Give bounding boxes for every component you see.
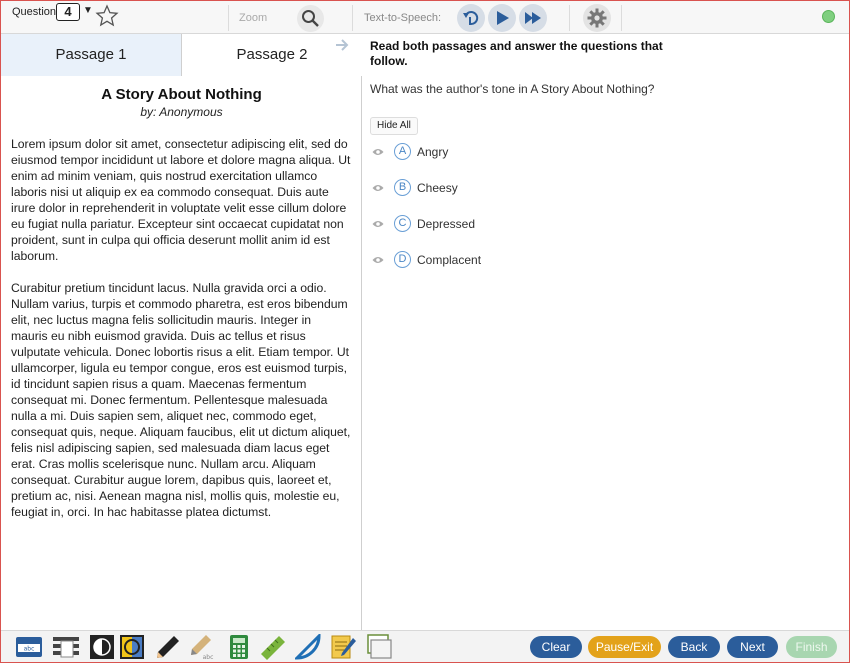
eye-icon[interactable] — [372, 183, 384, 193]
gear-icon — [587, 8, 607, 28]
speak-selection-icon — [462, 9, 480, 27]
eye-icon[interactable] — [372, 219, 384, 229]
toolbar-divider — [228, 5, 229, 31]
top-toolbar — [1, 1, 849, 34]
finish-button: Finish — [786, 636, 837, 658]
magnifier-icon — [301, 9, 320, 28]
expand-arrow-icon[interactable] — [335, 38, 349, 52]
back-button[interactable]: Back — [668, 636, 720, 658]
ruler-icon[interactable] — [259, 634, 287, 660]
notepad-icon[interactable] — [329, 634, 357, 660]
toolbar-divider — [352, 5, 353, 31]
question-prompt: What was the author's tone in A Story About Nothing? — [370, 82, 655, 96]
connection-status-indicator — [822, 10, 835, 23]
option-letter: D — [394, 251, 411, 268]
tts-play-button[interactable] — [488, 4, 516, 32]
line-reader-icon[interactable] — [15, 634, 43, 660]
passage-paragraph: Curabitur pretium tincidunt lacus. Nulla gravida orci a odio. Nullam varius, turpis et commodo pharetra, est eros bibendum elit, nec luctus magna felis sollicitudin mauris. Integer in mauris eu nibh euismod gravida. Duis ac tellus et risus vulputate vehicula. Donec lobortis risus a elit. Etiam tempor. Ut ullamcorper, ligula eu tempor congue, eros est euismod turpis, id tincidunt sapien risus a quam. Maecenas fermentum consequat mi. Donec fermentum. Pellentesque malesuada nulla a mi. Duis sapien sem, aliquet nec, commodo eget, consequat quis, neque. Aliquam faucibus, elit ut dictum aliquet, felis nisl adipiscing sapien, sed malesuada diam lacus eget erat. Cras mollis scelerisque nunc. Nullam arcu. Aliquam consequat. Curabitur augue lorem, dapibus quis, laoreet et, pretium ac, nisi. Aenean magna nisl, mollis quis, molestie eu, feugiat in, orci. In hac habitasse platea dictumst. — [11, 281, 351, 519]
contrast-icon[interactable] — [88, 634, 116, 660]
eye-icon[interactable] — [372, 147, 384, 157]
answer-option-c[interactable] — [370, 214, 670, 234]
option-letter: B — [394, 179, 411, 196]
spell-tool-caption: abc — [202, 654, 214, 660]
option-text: Depressed — [417, 217, 476, 231]
option-text: Complacent — [417, 253, 482, 267]
masking-icon[interactable] — [52, 634, 80, 660]
option-letter: A — [394, 143, 411, 160]
play-icon — [493, 9, 511, 27]
line-reader-caption: abc — [23, 645, 35, 653]
eye-icon[interactable] — [372, 255, 384, 265]
answer-option-a[interactable] — [370, 142, 670, 162]
tts-label: Text-to-Speech: — [364, 12, 442, 24]
chevron-down-icon[interactable]: ▼ — [83, 5, 93, 16]
star-icon[interactable] — [95, 4, 119, 28]
bottom-toolbar — [1, 630, 849, 662]
passage-body — [11, 136, 351, 536]
answer-option-b[interactable] — [370, 178, 670, 198]
pencil-icon[interactable] — [154, 634, 182, 660]
spell-pencil-icon[interactable] — [188, 634, 216, 660]
tab-passage-1[interactable]: Passage 1 — [1, 34, 182, 76]
passage-byline: by: Anonymous — [140, 105, 223, 119]
fast-forward-icon — [524, 9, 542, 27]
zoom-label: Zoom — [239, 12, 268, 24]
passage-tabs — [1, 34, 362, 76]
passage-paragraph: Lorem ipsum dolor sit amet, consectetur adipiscing elit, sed do eiusmod tempor incididunt ut labore et dolore magna aliqua. Ut enim ad minim veniam, quis nostrud exercitation ullamco laboris nisi ut aliquip ex ea commodo consequat. Duis aute irure dolor in reprehenderit in voluptate velit esse cillum dolore eu fugiat nulla pariatur. Excepteur sint occaecat cupidatat non proident, sunt in culpa qui officia deserunt mollit anim id est laborum. — [11, 137, 351, 263]
pause-exit-button[interactable]: Pause/Exit — [588, 636, 661, 658]
option-text: Cheesy — [417, 181, 458, 195]
answer-option-d[interactable] — [370, 250, 670, 270]
option-letter: C — [394, 215, 411, 232]
zoom-button[interactable] — [297, 5, 324, 32]
question-label: Question — [12, 6, 57, 18]
passage-title: A Story About Nothing — [101, 86, 262, 103]
calculator-icon[interactable] — [225, 634, 253, 660]
toolbar-divider — [621, 5, 622, 31]
hide-all-button[interactable]: Hide All — [370, 117, 418, 135]
question-panel — [363, 34, 849, 630]
tab-passage-2[interactable]: Passage 2 — [182, 34, 362, 76]
question-number-select[interactable]: 4 — [56, 3, 80, 21]
settings-button[interactable] — [583, 4, 611, 32]
protractor-icon[interactable] — [295, 634, 323, 660]
scratch-paper-icon[interactable] — [365, 634, 393, 660]
clear-button[interactable]: Clear — [530, 636, 582, 658]
toolbar-divider — [569, 5, 570, 31]
tts-select-button[interactable] — [457, 4, 485, 32]
next-button[interactable]: Next — [727, 636, 778, 658]
question-instructions: Read both passages and answer the questions that follow. — [370, 39, 663, 68]
passage-panel — [1, 34, 362, 630]
tts-forward-button[interactable] — [519, 4, 547, 32]
color-overlay-icon[interactable] — [118, 634, 146, 660]
option-text: Angry — [417, 145, 449, 159]
